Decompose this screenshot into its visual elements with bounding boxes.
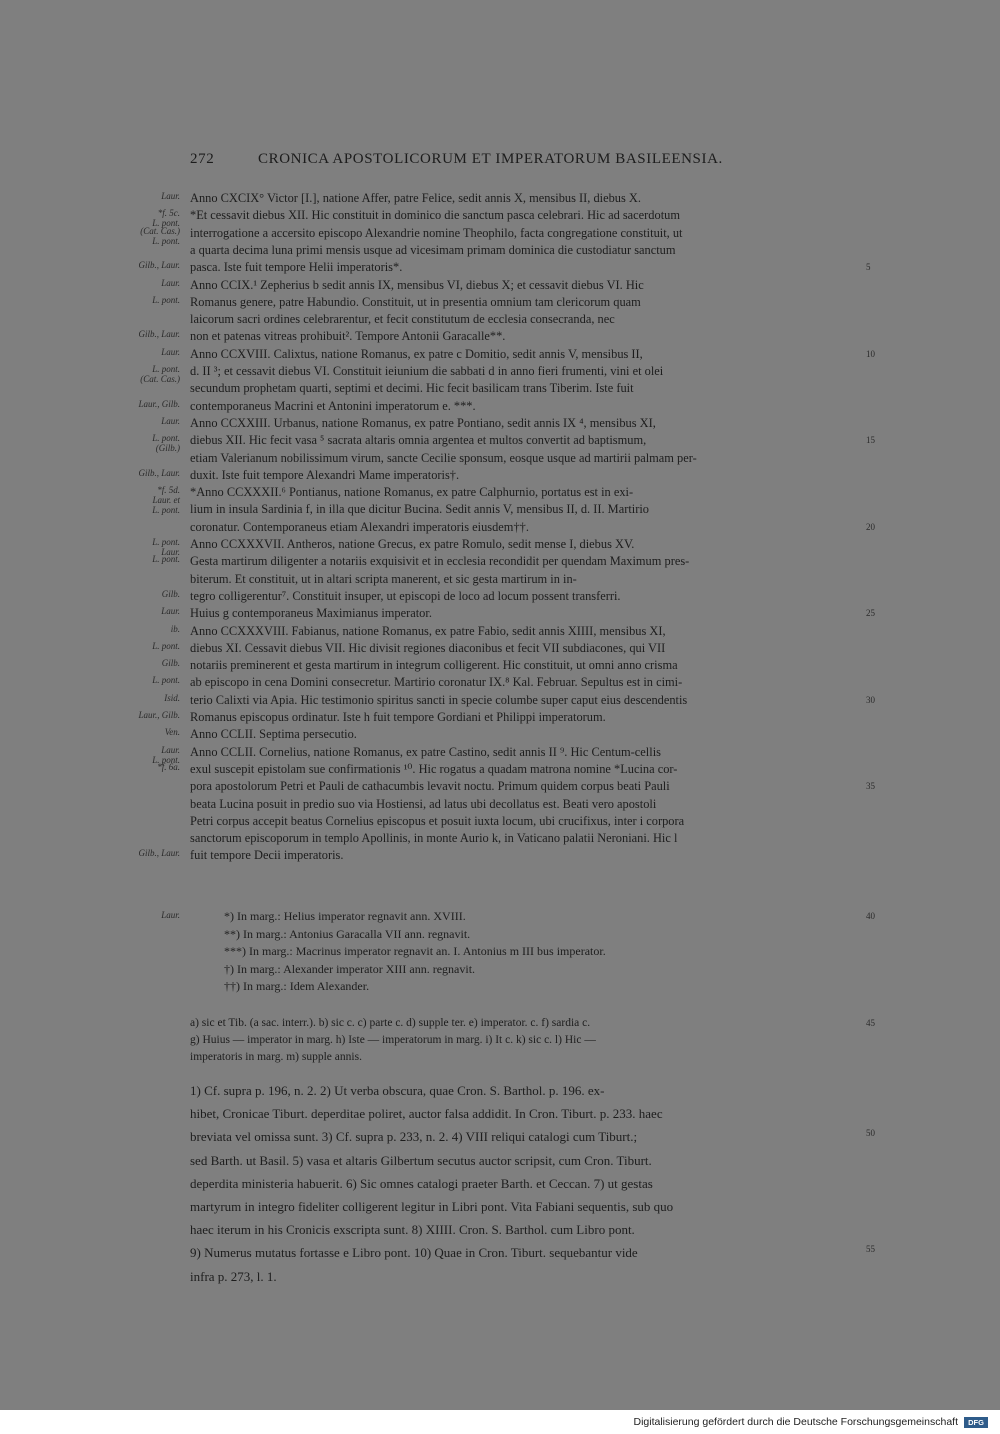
margin-source: L. pont. (Cat. Cas.): [140, 364, 180, 384]
text-line: sed Barth. ut Basil. 5) vasa et altaris Gilbertum secutus auctor scripsit, cum Cron. Tiburt.: [190, 1152, 652, 1168]
text-line: *) In marg.: Helius imperator regnavit ann. XVIII.: [224, 909, 466, 923]
footer-bar: [0, 1410, 1000, 1434]
text-line: laicorum sacri ordines celebrarentur, et fecit constitutum de ecclesia consecranda, nec: [190, 312, 615, 327]
text-line: imperatoris in marg. m) supple annis.: [190, 1051, 362, 1063]
text-line: lium in insula Sardinia f, in illa que dicitur Bucina. Sedit annis V, mensibus II, d. II. Martirio: [190, 502, 649, 517]
text-line: Anno CXCIX° Victor [I.], natione Affer, patre Felice, sedit annis X, mensibus II, diebus X.: [190, 191, 641, 205]
text-line: Anno CCXXIII. Urbanus, natione Romanus, ex patre Pontiano, sedit annis IX ⁴, mensibus XI,: [190, 415, 656, 430]
text-line: notariis preminerent et gesta martirum in integrum colligerent. Hic constituit, ut omni anno crisma: [190, 658, 678, 673]
text-line: tegro colligerentur⁷. Constituit insuper, ut episcopi de loco ad locum possent transferri.: [190, 588, 621, 603]
text-line: sanctorum episcoporum in templo Apollinis, in monte Aurio k, in Vaticano palatii Neroniani. Hic l: [190, 831, 678, 846]
text-line: Anno CCLII. Cornelius, natione Romanus, ex patre Castino, sedit annis II ⁹. Hic Centum-cellis: [190, 744, 661, 759]
text-line: Romanus episcopus ordinatur. Iste h fuit tempore Gordiani et Philippi imperatorum.: [190, 710, 606, 724]
line-number: 25: [866, 608, 875, 619]
line-number: 5: [866, 262, 871, 273]
text-line: Petri corpus accepit beatus Cornelius episcopus et posuit iuxta locum, ubi crucifixus, inter i corpora: [190, 813, 685, 828]
margin-source: *f. 5d. Laur. et L. pont.: [152, 485, 180, 516]
text-line: *Anno CCXXXII.⁶ Pontianus, natione Romanus, ex patre Calphurnio, portatus est in exi-: [190, 485, 634, 500]
margin-source: Gilb., Laur.: [138, 260, 180, 271]
text-line: non et patenas vitreas prohibuit². Tempore Antonii Garacalle**.: [190, 329, 506, 344]
line-number: 15: [866, 435, 875, 446]
margin-source: L. pont.: [152, 554, 180, 565]
line-number: 40: [866, 911, 875, 921]
margin-source: L. pont.: [152, 294, 180, 305]
margin-source: Gilb.: [161, 588, 180, 599]
text-line: d. II ³; et cessavit diebus VI. Constituit ieiunium die sabbati d in anno fieri frumenti, vini et olei: [190, 364, 664, 378]
text-line: infra p. 273, l. 1.: [190, 1268, 277, 1284]
text-line: Huius g contemporaneus Maximianus imperator.: [190, 606, 432, 621]
margin-source: Gilb., Laur.: [138, 467, 180, 478]
margin-source: Gilb., Laur.: [138, 848, 180, 859]
margin-source: Laur.: [161, 606, 180, 617]
line-number: 20: [866, 521, 875, 532]
line-number: 45: [866, 1018, 875, 1028]
text-line: martyrum in integro fideliter colligerent legitur in Libri pont. Vita Fabiani sequentis, sub quo: [190, 1199, 674, 1214]
margin-source: L. pont.: [152, 640, 180, 651]
text-line: breviata vel omissa sunt. 3) Cf. supra p. 233, n. 2. 4) VIII reliqui catalogi cum Tiburt.;: [190, 1129, 638, 1145]
margin-source: (Cat. Cas.) L. pont.: [140, 225, 180, 246]
margin-source: *f. 6a.: [157, 761, 180, 772]
margin-source: Gilb.: [161, 658, 180, 669]
text-line: 1) Cf. supra p. 196, n. 2. 2) Ut verba obscura, quae Cron. S. Barthol. p. 196. ex-: [190, 1083, 605, 1098]
text-line: a) sic et Tib. (a sac. interr.). b) sic c. c) parte c. d) supple ter. e) imperator. c. f) sardia c.: [190, 1017, 591, 1029]
line-number: 35: [866, 781, 875, 792]
margin-source: ib.: [170, 623, 180, 634]
margin-source: Laur.: [161, 415, 180, 426]
text-line: hibet, Cronicae Tiburt. deperditae poliret, auctor falsa addidit. In Cron. Tiburt. p. 233. haec: [190, 1106, 663, 1122]
text-line: pora apostolorum Petri et Pauli de cathacumbis levavit noctu. Primum quidem corpus beati Pauli: [190, 779, 670, 794]
text-line: *Et cessavit diebus XII. Hic constituit in dominico die sanctum pasca celebrari. Hic ad sacerdotum: [190, 208, 680, 223]
text-line: etiam Valerianum nobilissimum virum, sancte Cecilie sponsum, eosque usque ad martirii palmam per-: [190, 450, 697, 465]
text-line: haec iterum in his Cronicis exscripta sunt. 8) XIIII. Cron. S. Barthol. cum Libro pont.: [190, 1222, 635, 1238]
margin-source: Gilb., Laur.: [138, 329, 180, 340]
text-line: a quarta decima luna primi mensis usque ad vicesimam primam dominica die custodiatur sanctum: [190, 242, 676, 257]
margin-source: Ven.: [164, 727, 180, 738]
margin-source: Laur., Gilb.: [138, 710, 180, 720]
text-line: diebus XII. Hic fecit vasa ⁵ sacrata altaris omnia argentea et multos convertit ad baptismum,: [190, 433, 647, 448]
text-line: interrogatione a accersito episcopo Alexandrie nomine Theophilo, facta congregatione constituit, ut: [190, 225, 683, 240]
dfg-logo: DFG: [964, 1417, 988, 1428]
text-line: Anno CCXVIII. Calixtus, natione Romanus, ex patre c Domitio, sedit annis V, mensibus II,: [190, 346, 643, 361]
text-line: beata Lucina posuit in predio suo via Hostiensi, ad latus ubi decollatus est. Beati vero apostoli: [190, 796, 657, 811]
line-number: 55: [866, 1244, 875, 1255]
margin-source: L. pont.: [152, 675, 180, 686]
text-line: pasca. Iste fuit tempore Helii imperatoris*.: [190, 260, 403, 275]
text-line: Gesta martirum diligenter a notariis exquisivit et in ecclesia recondidit per quendam Maximum pres-: [190, 554, 690, 569]
text-line: ††) In marg.: Idem Alexander.: [224, 979, 370, 993]
margin-source: Laur.: [161, 346, 180, 357]
text-line: exul suscepit epistolam sue confirmationis ¹⁰. Hic rogatus a quadam matrona nomine *Lucina cor-: [190, 761, 678, 776]
text-line: diebus XI. Cessavit diebus VII. Hic divisit regiones diaconibus et fecit VII subdiacones, qui VII: [190, 640, 666, 655]
page-title: CRONICA APOSTOLICORUM ET IMPERATORUM BASILEENSIA.: [258, 151, 723, 167]
line-number: 10: [866, 348, 875, 359]
text-line: Anno CCIX.¹ Zepherius b sedit annis IX, mensibus VI, diebus X; et cessavit diebus VI. Hic: [190, 277, 644, 292]
page-number: 272: [190, 151, 215, 167]
margin-source: Isid.: [164, 692, 180, 703]
text-line: Anno CCXXXVIII. Fabianus, natione Romanus, ex patre Fabio, sedit annis XIIII, mensibus XI,: [190, 623, 666, 638]
margin-source: Laur.: [161, 277, 180, 288]
text-line: 9) Numerus mutatus fortasse e Libro pont. 10) Quae in Cron. Tiburt. sequebantur vide: [190, 1245, 638, 1261]
text-line: ab episcopo in cena Domini consecretur. Martirio coronatur IX.⁸ Kal. Februar. Sepultus est in cimi-: [190, 675, 683, 690]
margin-source: L. pont. Laur.: [152, 537, 180, 557]
footer-credit: Digitalisierung gefördert durch die Deutsche Forschungsgemeinschaft: [633, 1416, 958, 1428]
text-line: Anno CCXXXVII. Antheros, natione Grecus, ex patre Romulo, sedit mense I, diebus XV.: [190, 537, 635, 551]
text-line: terio Calixti via Apia. Hic testimonio spiritus sancti in specie columbe super caput eius descendentis: [190, 692, 688, 707]
text-line: duxit. Iste fuit tempore Alexandri Mame imperatoris†.: [190, 467, 460, 482]
text-line: coronatur. Contemporaneus etiam Alexandri imperatoris eiusdem††.: [190, 519, 529, 534]
margin-source: Laur., Gilb.: [138, 398, 180, 409]
text-line: biterum. Et constituit, ut in altari scripta manerent, et sic gesta martirum in in-: [190, 571, 577, 586]
text-line: fuit tempore Decii imperatoris.: [190, 848, 344, 863]
text-line: Anno CCLII. Septima persecutio.: [190, 727, 357, 742]
text-line: ***) In marg.: Macrinus imperator regnavit an. I. Antonius m III bus imperator.: [224, 944, 606, 958]
margin-source: L. pont. (Gilb.): [152, 433, 180, 454]
line-number: 30: [866, 694, 875, 705]
text-line: Romanus genere, patre Habundio. Constituit, ut in presentia omnium tam clericorum quam: [190, 294, 641, 309]
margin-source: Laur.: [161, 191, 180, 201]
margin-source: *f. 5c. L. pont.: [152, 208, 180, 229]
line-number: 50: [866, 1128, 875, 1139]
text-line: **) In marg.: Antonius Garacalla VII ann. regnavit.: [224, 926, 471, 941]
text-line: contemporaneus Macrini et Antonini imperatorum e. ***.: [190, 398, 476, 413]
margin-source: Laur. L. pont.: [152, 744, 180, 765]
text-line: g) Huius — imperator in marg. h) Iste — imperatorum in marg. i) It c. k) sic c. l) Hic —: [190, 1034, 596, 1046]
text-line: secundum prophetam quarti, septimi et decimi. Hic fecit basilicam trans Tiberim. Iste fuit: [190, 381, 634, 396]
text-line: deperdita ministeria habuerit. 6) Sic omnes catalogi praeter Barth. et Ceccan. 7) ut gestas: [190, 1175, 653, 1191]
text-line: †) In marg.: Alexander imperator XIII ann. regnavit.: [224, 961, 476, 976]
margin-source: Laur.: [161, 910, 180, 920]
